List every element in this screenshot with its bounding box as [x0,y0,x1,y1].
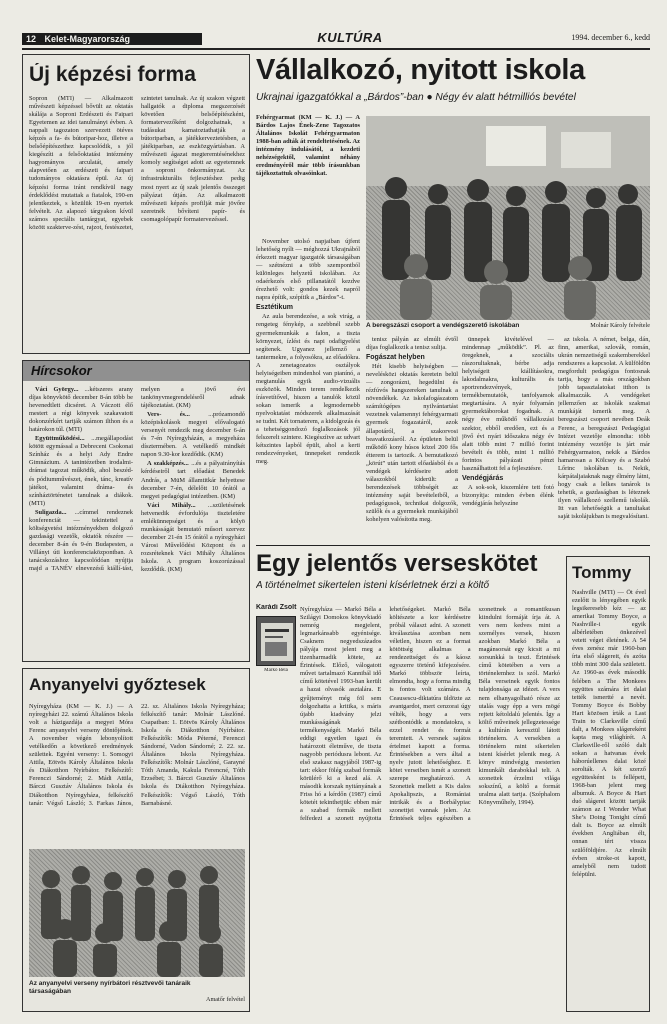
section-divider [256,545,650,546]
article-anyanyelvi [22,668,250,1012]
photo-scene [366,116,650,320]
subheading: Vendégjárás [462,474,504,482]
news-item-lead: Vers- és... [147,411,190,419]
article-col-3: ünnepek kivételével — mindennap „működik”. Pl. az öregeknek, a szociális rászorultaknak, bérbe adja helyiségeit kiállításokra, lakodalmakra, kulturális és sportrendezvények, termékbemutatók, tanfolyamok megtartására. A nyár folyamán gyermektáborokat fogadnak. A négy éve működő vállalkozási szektor, ebből eredően, ezt és a jövő évi nyári időszakra négy év alatt több mint 7 millió forint bevételt és több, mint 1 millió forintos pályázati pénzt használhattott fel a fejlesztésre. Vendégjárás A sok-sok, kiszemlére tett fotó bizonyítja: minden évben élénk vendégjárás helyszíne [462,336,554,507]
news-item: Váci György... ...kétszeres arany díjas könyvkötő december 8-án több be hevenedtlett dicséret. A Váczott élő mestert a régi könyvek szakavatott dokonzérkért tartják számon ilthon és a határokon túl. (MTI) [29,386,133,434]
news-item: Suligazda... ...címmel rendeznek konferenciát — tekintettel a költségvetési intézményekben dolgozó gazdasági vezetők, oktatók részére — december 8-án és 9-én Budapesten, a Villányi úti konferenciaközpontban. A tanácskozáshoz kapcsolódóan nyújtja majd a TANÉV elnevezésű kiállí-tást, melyen a jövő évi tankönyvmegrendelésről adnak tájékoztatást. (KM) [29,386,245,573]
article-title: Anyanyelvi győztesek [29,675,206,694]
article-body: Nashville (MTI) — Öt ével ezelőtt is lényegében egyik legsikeresebb kéz — az amerikai Tommy Boyce, a Nashville-i egyik albérletében önkezével vetett véget életének. A 54 éves zenész már 1960-ban írta első slágereit, és azóta több mint 300 dala született. Az 1960-as évek második felében a The Monkees együttes számára írt dalai tették ismertté a nevét. Tommy Boyce és Bobby Hart közösen írták a Last Train to Clarksville című dalt, a Monkees slágereként kapta meg világhírét. A Clarksville-ről szóló dalt sokan a hatvanas évek háborúellenes dalai közé sorolták. A két szerző együttesként is fellépett, 1968-ban jelent meg albumuk. A Boyce & Hart duó slágerei között tartják számon az I Wonder What She’s Doing Tonight című dalt is. Boyce az elmúlt években Angliában élt, onnan tért vissza szülőföldjére. Az elmúlt évben stroke-ot kapott, amelyből nem tudott felépülni. [572,589,646,878]
photo-caption: Az anyanyelvi verseny nyírbátori résztvevői tanáraik társaságában [29,980,191,995]
article-body: Nyíregyháza (KM — K. J.) — A nyíregyházi 22. számú Általános Iskola volt a házigazdája a megyei Móra Ferenc anyanyelvi verseny döntőjének. A november végén lebonyolított vetélkedőn a következő eredmények születtek. Egyéni verseny: 1. Somogyi Attila, Eötvös Károly Általános Iskola és Diákotthon Nyírbátor. Felkészítő: Ferenczi Sándorné; 2. Mádi Attila, Bárczi Gusztáv Általános Iskola és Diákotthon Nyíregyháza, felkészítő tanár: Végső László; 3. Farkas János, 22. sz. Általános Iskola Nyíregyháza; felkészítő tanár: Molnár Lászlóné. Csapatban: 1. Eötvös Károly Általános Iskola és Diákotthon Nyírbátor. Felkészítők: Móda Péterné, Ferenczi Sándorné, Vadon Sándorné; 2. 22. sz. Általános Iskola Nyíregyháza. Felkészítők: Molnár Lászlóné, Garayné Tóth Amanda, Kakula Ferencné, Tóth Erzsébet; 3. Bárczi Gusztáv Általános Iskola és Diákotthon Nyíregyháza. Felkészítők: Végső László, Tóth Barnabásné. [29,703,245,807]
article-col-2: tenisz pályán az elmúlt évtől díjas foglalkozik a tenisz sulija. Fogászat helyben Hét kisebb helyiségben — nevelésközi oktatás keretein belül — zongorázni, hegedülni és rézfúvós hangszereken tanulnak a növendékek. Az iskolafogászatom számítógépes nyilvántartást vezetnek valamennyi fehérgyarmati gyermek fogazatáról, azok állapotáról, a szakorvosi beavatkozásról. Az épületen belül működő kony húsos közel 200 fős étterem is tartozik. A bemutatkozó „körút” után tartott előadásból és a vendégek kérdéseire adott válaszokból kiderült: a berendezések többségét az intézmény saját bevételeiből, a pedagógusok, technikai dolgozók, szülők és a gyermekek munkájából kohelyen valósította meg. [366,336,458,524]
author-byline: Karádi Zsolt [256,604,297,611]
article-title: Új képzési forma [29,63,196,86]
photo-credit: Molnár Károly felvétele [590,322,650,329]
book-author-label: Markó Béla [264,668,288,673]
issue-date: 1994. december 6., kedd [571,33,650,42]
article-subtitle: Ukrajnai igazgatókkal a „Bárdos”-ban ● Négy év alatt hétmilliós bevétel [256,92,576,103]
page-number: 12 [26,34,37,44]
hircsokor-title: Hírcsokor [31,363,92,378]
article-verseskotet [256,550,560,1012]
book-icon [257,617,296,666]
book-cover [256,616,296,666]
article-title: Tommy [572,563,632,582]
students-photo [29,849,245,977]
article-col-4: az iskola. A német, belga, dán, finn, amerikai, szlovák, román, ukrán nemzetiségű szakemberekkel rendszeres a kapcsolat. A külföldön megfordult pedagógus fontosnak tartja, hogy a más országokban jobb tapasztalatokat itthon is alkalmazzák. A vendégeket jellemzően az iskolák szakmai munkáját ismerik meg. A beregszászi csoport nevében Deák Ferenc, a beregszászi Pedagógiai Intézet vezetője elmondta: több intézmény vezetője is járt már Fehérgyarmaton, nekik a Bárdos hamarosan a Kölcsey és a Szabó Lőrinc iskolában is. Nekik, kárpátaljaiaknak nagy élmény látni, hogy csak a lelkes tanárok is tehetik, a gazdaságban is léteznek ilyen vállalkozó szellemű iskolák. Itt van lehetőségük a tanultakat saját iskolájukban is megvalósítani. [558,336,650,521]
article-col-1: November utolsó napjaiban újfent lehetőség nyílt — méghozzá Ukrajnából érkezett magyar igazgatók társaságában — szétnézni a több szempontból különleges helyzetű iskolában. Az odaérkezés első pillanatától kezdve érezhető volt: gondos kezek napról napra építik, szépítik a „Bárdos”-t. Esztétikum Az aula berendezése, a sok virág, a rengeteg fénykép, a szebbnél szebb gyermekmunkák a falon, a tiszta környezet, ízlést és napi odafigyelést segítenek. Ugyanez jellemző a tantermekre, a folyosókra, az előadókra. A zenetagozatos osztályok helyiségeiben mindenhol van pianínó, a megtanulás egyik audio-vizuális eszközök. Minden terem rendelkezik írásvetítővel, hiszen a tanulók közül sokan ismerik a legmodernebb nyelvoktatást módszerek alkalmazását se tudni. Két tornaterem, a kidolgozás és a tehetséggondozó foglalkozások jól felszerelt szintere. Kiegészítve az udvart kétszintes lapból épült, ahol a kerti rendezvényeket, ünnepeket rendezik meg. [256,238,360,466]
school-photo [366,116,650,320]
news-item-lead: Váci Mihály... [147,501,196,509]
hircsokor-box [22,360,250,662]
hircsokor-title-bar [23,361,250,381]
article-tommy [566,556,650,1012]
news-item: Váci Mihály... ...születésének hetvenedik évfordulója tiszteletére emlékünnepséget és a kölyö munkásságát bemutató műsort szervez december 21-én 15 órától a nyíregyházi Városi Művelődési Központ és a rozsréteknek Váci Mihály Általános Iskola. A program koszorúzással kezdődik. (KM) [141,501,245,574]
news-item-lead: A szakképzés... [147,460,189,468]
news-item: Együttműködési... ...megállapodást kötött egymással a Debreceni Csokonai Színház és a helyi Ady Endre Gimnázium. A tanintézetben irodalmi-drámai tagozat működik, ahol beszéd- és pódiumművészet, ének, tánc, kreatív játékot, valamint dráma- és színháztörténetet tanulnak a diákok. (MTI) [29,435,133,507]
news-item-lead: Suligazda... [35,508,67,516]
news-item: A szakképzés... ...és a pályairányítás kérdéseiről tart előadást Benedek András, a MüM államtitkár helyettese december 7-én, délelőtt 10 órától a megyei pedagógiai intézetben. (KM) [141,460,245,500]
subheading: Fogászat helyben [366,354,425,362]
subheading: Esztétikum [256,304,293,312]
article-title: Egy jelentős verseskötet [256,550,538,577]
hircsokor-items [29,386,245,658]
section-title: KULTÚRA [317,30,383,45]
news-item-lead: Együttműködési... [35,435,85,443]
photo-silhouettes [29,849,245,977]
news-item: Vers- és... ...prózamondó középiskolások megyei elővalogató versenyét rendezik meg december 6-án és 7-én Nyíregyházán, a megyeháza dísztermében. A vetélkedő mindkét napon 9.30-kor kezdődik. (KM) [141,411,245,459]
page-number-box [22,33,202,45]
photo-credit: Amatőr felvétel [206,996,245,1003]
article-title: Vállalkozó, nyitott iskola [256,54,585,86]
article-vallalkozo [256,54,650,542]
article-subtitle: A történelmet sikertelen isteni kísérletnek érzi a költő [256,580,490,591]
article-body: Nyíregyháza — Markó Béla a Szilágyi Domokos könyvkiadó nemrég megjelent, legmarkánsabb egyénisége. Csaknem negyedszázados pályája most jelent meg a tizenharmadik kötete, az Érintések. Előző, válogatott művet tartalmazó Kannibál idő című kötetével 1993-ban került a hazai olvasók asztalára. E gyűjteményt még föl sem dolgozhatta a kritika, s máris újabb kiadvány jelzi munkásságának termékenységét. Markó Béla eddigi egyetlen igazi és határozott életműve, de tiszta nagyobb periódusra lebont. Az első szakasz nagyjából 1987-ig tart: ekkor fölég szabad formák körülérő ki a kezd alá. A második korszak nyitányának a Friss hó a kérdőn (1987) című kötetét tekinthetjük: ebben már a szabad formák mellett felfedezi a szonett nyújtotta lehetőségeket. Markó Béla költészete a kor kérdéseire próbál választ adni. A szonett kiválasztása azonban nem véletlen, hiszen ez a formai kötöttség alkalmas a rendezettséget és a káosz egyszerre történő kifejezésére. Markó többször leírta, elmondta, hogy a forma mindig is fontos volt számára. A Ceausescu-diktatúra üldözte az avantgardot, mert cenzorai úgy vélték, hogy a vers szétbontódik a mondatokra, s ezzel rendet és formát teremtett. A versnek sajátos értelmet kapott a forma. Érintésekben a vers által a nyelv jutott lehetőséghez. E kötet verseiben ismét a szonett szerepe meghatározó. A Szonettek mellett a Kis dalos Apokalipszis, a Romániai intrikák és a Borbálypiac szonettjei vannak jelen. Az Érintések teljes egészében a szonettnek a romantikusan kiindulni formáját írja át. A vers nem kedves mint a személyes versek, hiszen azokban Markó Béla a magánsorsát egy kicsit a mi sorsunkká is teszi. Érintések című kötetében a vers a történelemhez is szól. Markó Béla verseinek egyik fontos tulajdonsága az idézet. A vers nem elhanyagolható része az utalás vagy épp a vers mögé rejtett kétoldalú jelentés. Így a költő műveinek jellegzetessége a kultúrán keresztül látott történelem. A versekben a történelem mint sikertelen isteni kísérlet jelenik meg. A könyv mindvégig mesterien kimunkált darabokkal teli. A szonettek érzelmi világa sokszínű, a költő a formát uralma alatt tartja. (Széphalom Könyvműhely, 1994). [300,606,560,823]
article-uj-kepzesi-forma [22,54,250,354]
photo-caption: A beregszászi csoport a vendégszerető iskolában [366,322,520,329]
paper-name: Kelet-Magyarország [44,34,131,44]
article-lead: Fehérgyarmat (KM — K. J.) — A Bárdos Lajos Ének-Zene Tagozatos Általános Iskolát Fehérgyarmaton 1988-ban adták át rendeltetésének. Az intézmény indulásától, a kezdeti nehézségektől, valamint néhány eredményéről már több írásunkban tájékoztattuk olvasóinkat. [256,114,360,178]
article-body: Sopron (MTI) — Alkalmazott művészeti képzéssel bővült az oktatás skálája a Soproni Erdészeti és Faipari Egyetemen az idei tanulmányi évben. A nappali tagozaton szervezett ötéves képzés a fa- és bútoripar-hoz, illetve a belsőépítészethez kapcsolódik, s jól kiegészíti a felsőoktatási intézmény hagyományos arculatát, amely alapvetően az erdészeti és faipari tudományos oktatásra épül. Az új képzési forma iránt rendkívül nagy érdeklődést mutattak a fiatalok, 190-en jelentkeztek, s közülük 19-en nyertek felvételt. Az alapozó tárgyakon kívül számos speciális tantárgyat, egyebek között szakterve-zést, rajzot, festészetet, szintetet tanulnak. Az új szakon végzett hallgatók a diploma megszerzését követően belsőépítészként, formatervezőként dolgozhatnak, s tudásukat kamatoztathatják a bútoriparban, a játékkerveztetésben, a játékiparban, az eszközgyártásban. A művészeti ágazat megteremtésénekhez komoly segítséget adott az egyetemnek a soproni önkormányzat. Az infrastrukturális fejlesztéshez pedig most nyert az új szak jelentős összeget pályázat útján. Az alkalmazott művészeti képzés profilját már jövőre szeretnék bővíteni papír- és csomagolópapír formatervezéssel. [29,95,245,231]
news-item-lead: Váci György... [35,386,79,393]
header-rule [22,48,650,50]
page-header [22,28,650,48]
